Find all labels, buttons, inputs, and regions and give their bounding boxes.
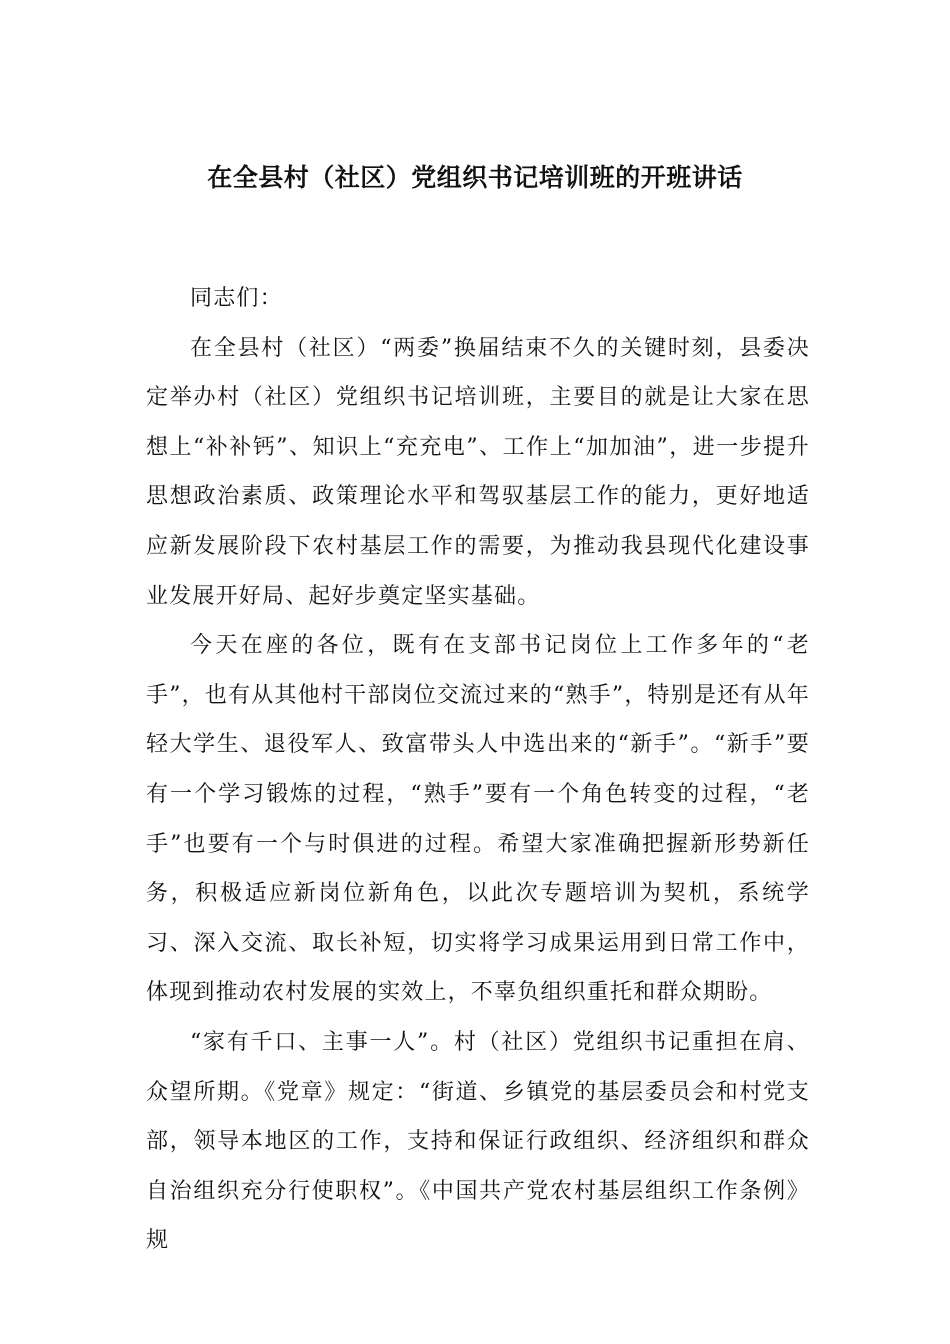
document-title: 在全县村（社区）党组织书记培训班的开班讲话 xyxy=(207,163,743,192)
paragraph-training-purpose: 在全县村（社区）“两委”换届结束不久的关键时刻，县委决定举办村（社区）党组织书记培训班，主要目的就是让大家在思想上“补补钙”、知识上“充充电”、工作上“加加油”，进一步提升思想政治素质、政策理论水平和驾驭基层工作的能力，更好地适应新发展阶段下农村基层工作的需要，为推动我县现代化建设事业发展开好局、起好步奠定坚实基础。 xyxy=(146,335,810,609)
paragraph-responsibility: “家有千口、主事一人”。村（社区）党组织书记重担在肩、众望所期。《党章》规定：“街道、乡镇党的基层委员会和村党支部，领导本地区的工作，支持和保证行政组织、经济组织和群众自治组织充分行使职权”。《中国共产党农村基层组织工作条例》规 xyxy=(146,1029,810,1254)
document-body xyxy=(146,274,810,1266)
paragraph-salutation: 同志们： xyxy=(190,286,283,311)
paragraph-attendees: 今天在座的各位，既有在支部书记岗位上工作多年的“老手”，也有从其他村干部岗位交流过来的“熟手”，特别是还有从年轻大学生、退役军人、致富带头人中选出来的“新手”。“新手”要有一个学习锻炼的过程，“熟手”要有一个角色转变的过程，“老手”也要有一个与时俱进的过程。希望大家准确把握新形势新任务，积极适应新岗位新角色，以此次专题培训为契机，系统学习、深入交流、取长补短，切实将学习成果运用到日常工作中，体现到推动农村发展的实效上，不辜负组织重托和群众期盼。 xyxy=(146,633,810,1006)
